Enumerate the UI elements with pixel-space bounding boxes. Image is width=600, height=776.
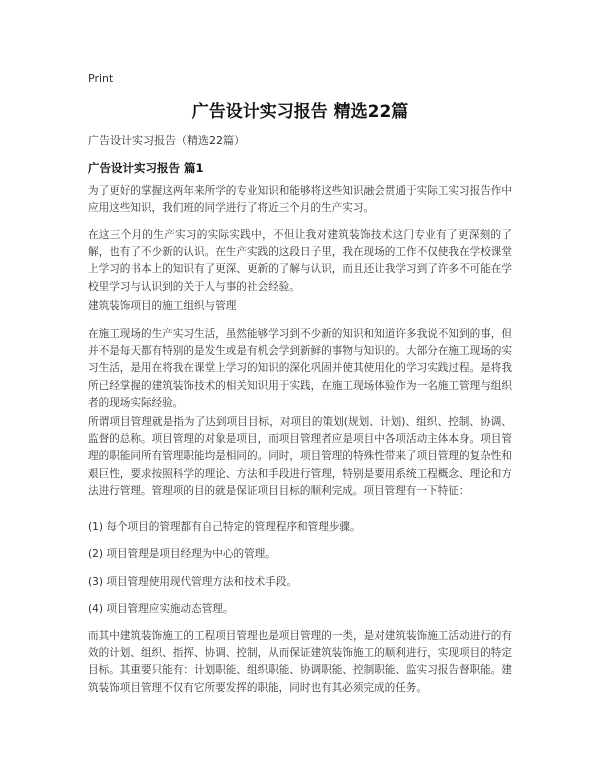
section-heading: 广告设计实习报告 篇1 <box>88 161 204 175</box>
page-title: 广告设计实习报告 精选22篇 <box>191 102 409 122</box>
subsection-heading: 建筑装饰项目的施工组织与管理 <box>88 300 237 312</box>
list-item: (3) 项目管理使用现代管理方法和技术手段。 <box>88 576 298 588</box>
paragraph: 而其中建筑装饰施工的工程项目管理也是项目管理的一类，是对建筑装饰施工活动进行的有效的计划、组织、指挥、协调、控制，从而保证建筑装饰施工的顺利进行，实现项目的特定目标。其重要只能有：计划职能、组织职能、协调职能、控制职能、监实习报告督职能。建筑装饰项目管理不仅有它所要发挥的职能，同时也有其必须完成的任务。 <box>88 630 512 694</box>
print-label[interactable]: Print <box>88 72 114 85</box>
paragraph: 所谓项目管理就是指为了达到项目目标，对项目的策划(规划、计划)、组织、控制、协调、监督的总称。项目管理的对象是项目，而项目管理者应是项目中各项活动主体本身。项目管理的职能同所有管理职能均是相同的。同时，项目管理的特殊性带来了项目管理的复杂性和艰巨性，要求按照科学的理论、方法和手段进行管理，特别是要用系统工程概念、理论和方法进行管理。管理项的目的就是保证项目目标的顺利完成。项目管理有一下特征： <box>88 416 512 497</box>
paragraph: 在这三个月的生产实习的实际实践中，不但让我对建筑装饰技术这门专业有了更深刻的了解，也有了不少新的认识。在生产实践的这段日子里，我在现场的工作不仅使我在学校课堂上学习的书本上的知识有了更深、更新的了解与认识，而且还让我学习到了许多不可能在学校里学习与认识到的关于人与事的社会经验。 <box>88 229 512 293</box>
subtitle: 广告设计实习报告（精选22篇） <box>88 134 245 147</box>
paragraph: 在施工现场的生产实习生活，虽然能够学习到不少新的知识和知道许多我说不知到的事，但并不是每天都有特别的是发生或是有机会学到新鲜的事物与知识的。大部分在施工现场的实习生活，是用在将我在课堂上学习的知识的深化巩固并使其使用化的学习实践过程。是将我所已经掌握的建筑装饰技术的相关知识用于实践，在施工现场体验作为一名施工管理与组织者的现场实际经验。 <box>88 328 512 409</box>
list-item: (1) 每个项目的管理都有自己特定的管理程序和管理步骤。 <box>88 521 361 533</box>
paragraph: 为了更好的掌握这两年来所学的专业知识和能够将这些知识融会贯通于实际工实习报告作中应用这些知识，我们班的同学进行了将近三个月的生产实习。 <box>88 185 512 215</box>
list-item: (2) 项目管理是项目经理为中心的管理。 <box>88 548 276 560</box>
list-item: (4) 项目管理应实施动态管理。 <box>88 603 234 615</box>
